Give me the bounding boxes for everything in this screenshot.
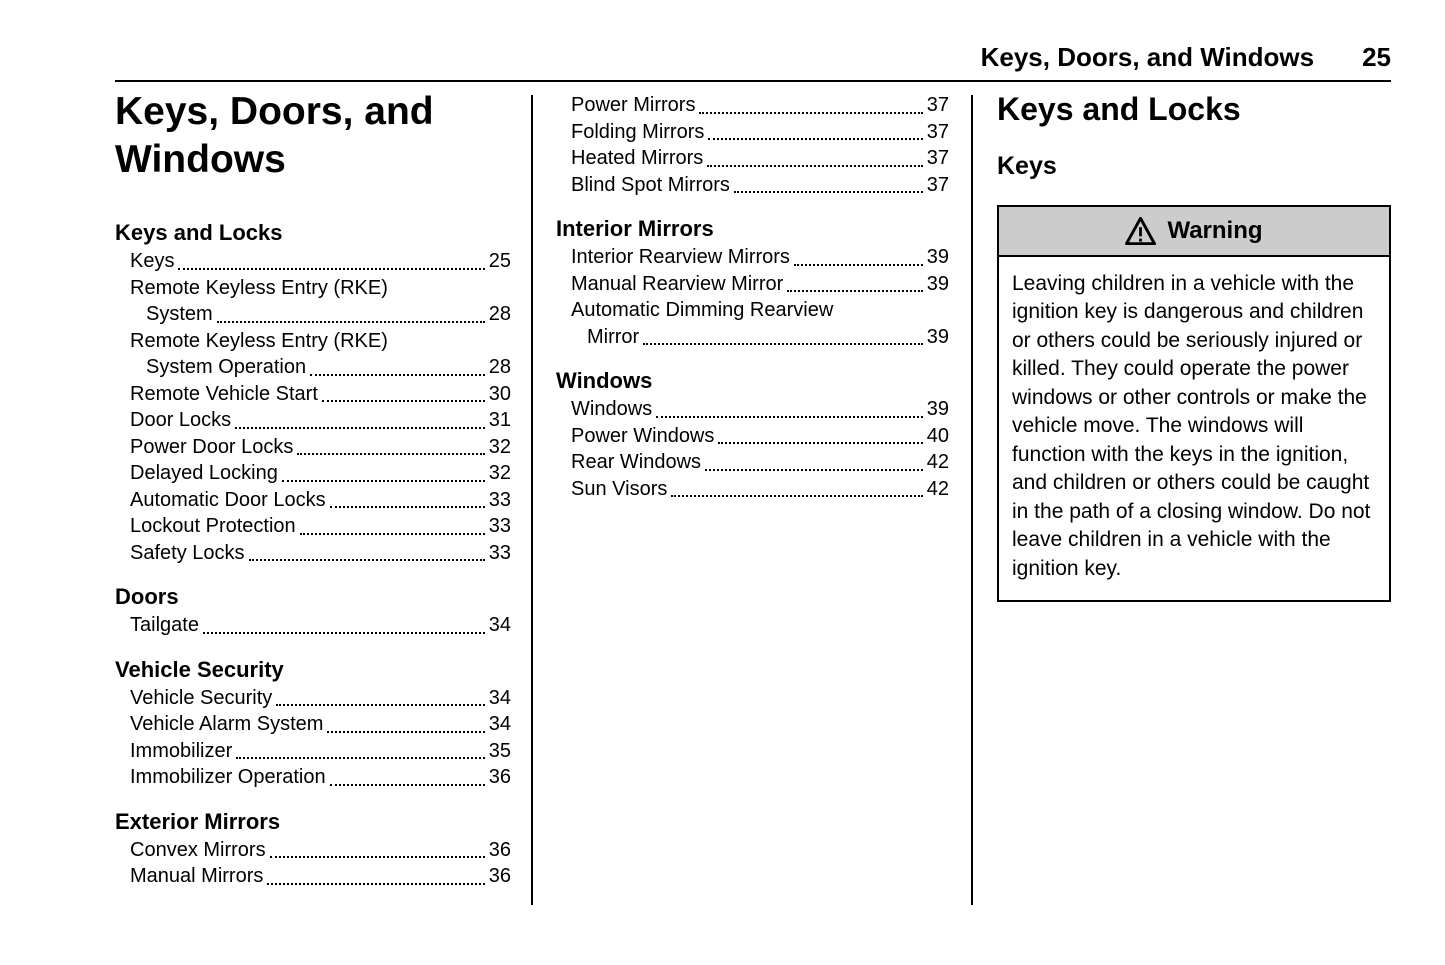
subsection-title: Keys xyxy=(997,152,1057,181)
toc-entry-line xyxy=(130,248,511,275)
running-header-title: Keys, Doors, and Windows xyxy=(980,42,1315,72)
toc-page-number: 32 xyxy=(488,435,511,458)
toc-entry xyxy=(556,449,949,476)
toc-page-number: 34 xyxy=(488,686,511,709)
toc-entry xyxy=(115,711,511,738)
toc-entry-label: Remote Keyless Entry (RKE) xyxy=(130,276,388,299)
toc-entry-line xyxy=(130,275,511,302)
dot-leader xyxy=(235,427,485,429)
toc-entry xyxy=(115,764,511,791)
toc-entry-line xyxy=(130,764,511,791)
toc-entry-label: Power Windows xyxy=(571,424,715,447)
toc-entry-label: Manual Mirrors xyxy=(130,865,264,888)
toc-entry-line xyxy=(130,487,511,514)
toc-entry-line xyxy=(130,354,511,381)
toc-entry-line xyxy=(571,92,949,119)
toc-entry-label: Interior Rearview Mirrors xyxy=(571,246,790,268)
toc-entry xyxy=(115,612,511,639)
dot-leader xyxy=(203,632,485,634)
toc-page-number: 39 xyxy=(926,272,949,295)
section-title: Keys and Locks xyxy=(997,91,1241,127)
toc-section-heading: Doors xyxy=(115,584,179,610)
toc-entry-label: Blind Spot Mirrors xyxy=(571,173,730,196)
toc-entry-label: Power Mirrors xyxy=(571,94,696,116)
running-header-page-number: 25 xyxy=(1362,42,1391,72)
toc-section-heading: Windows xyxy=(556,368,653,393)
toc-entry-label: Mirror xyxy=(587,325,640,348)
toc-entry-line xyxy=(130,381,511,408)
toc-page-number: 36 xyxy=(488,838,511,861)
toc-entry-label: Automatic Dimming Rearview xyxy=(571,299,834,321)
toc-page-number: 39 xyxy=(926,246,949,268)
toc-entry xyxy=(556,396,949,423)
toc-entry-label: Lockout Protection xyxy=(130,515,296,538)
toc-entry-line xyxy=(130,685,511,712)
toc-entry-label: Immobilizer Operation xyxy=(130,766,326,789)
toc-entry-label: Rear Windows xyxy=(571,451,702,473)
toc-entry xyxy=(115,434,511,461)
dot-leader xyxy=(330,784,485,786)
dot-leader xyxy=(794,264,923,266)
toc-entry-label: Remote Keyless Entry (RKE) xyxy=(130,329,388,352)
toc-entry-line xyxy=(130,540,511,567)
toc-page-number: 25 xyxy=(488,250,511,273)
dot-leader xyxy=(787,290,922,292)
toc-entry-line xyxy=(571,396,949,423)
toc-sections-middle xyxy=(556,92,949,502)
dot-leader xyxy=(236,757,485,759)
toc-entry-label: Sun Visors xyxy=(571,477,668,500)
toc-entry-label: Remote Vehicle Start xyxy=(130,382,318,405)
toc-entry xyxy=(115,837,511,864)
toc-entry-line xyxy=(571,423,949,450)
toc-entry xyxy=(115,460,511,487)
toc-page-number: 28 xyxy=(488,303,511,326)
toc-entry-line xyxy=(130,434,511,461)
toc-page-number: 34 xyxy=(488,713,511,736)
dot-leader xyxy=(699,112,922,114)
toc-entry xyxy=(115,513,511,540)
toc-entry-list xyxy=(556,244,949,350)
dot-leader xyxy=(671,495,922,497)
toc-entry-label: Tailgate xyxy=(130,614,199,637)
toc-entry-line xyxy=(571,119,949,146)
toc-entry-line xyxy=(571,172,949,199)
toc-page-number: 30 xyxy=(488,382,511,405)
warning-triangle-icon xyxy=(1125,217,1156,245)
dot-leader xyxy=(282,480,485,482)
toc-page-number: 37 xyxy=(926,120,949,143)
warning-body-text: Leaving children in a vehicle with the ignition key is dangerous and children or others could be seriously injured or killed. They could operate the power windows or other controls or make the vehicle move. The windows will function with the keys in the ignition, and children or others could be caught in the path of a closing window. Do not leave children in a vehicle with the ignition key. xyxy=(1012,271,1371,580)
toc-page-number: 33 xyxy=(488,541,511,564)
dot-leader xyxy=(267,883,484,885)
toc-entry-label: Manual Rearview Mirror xyxy=(571,272,784,295)
toc-entry xyxy=(115,275,511,328)
toc-entry-label: System xyxy=(146,303,213,326)
toc-entry-line xyxy=(130,328,511,355)
toc-entry-list xyxy=(115,612,511,639)
dot-leader xyxy=(276,704,484,706)
header-rule xyxy=(115,80,1391,82)
dot-leader xyxy=(718,442,922,444)
toc-entry-line xyxy=(571,145,949,172)
toc-entry-line xyxy=(130,460,511,487)
dot-leader xyxy=(310,374,485,376)
toc-entry-list xyxy=(556,396,949,502)
toc-page-number: 33 xyxy=(488,488,511,511)
toc-entry xyxy=(115,381,511,408)
toc-entry xyxy=(556,271,949,298)
toc-entry-list xyxy=(556,92,949,198)
toc-entry-label: Windows xyxy=(571,398,653,420)
toc-entry xyxy=(115,863,511,890)
toc-entry-line xyxy=(571,297,949,324)
toc-entry xyxy=(556,476,949,503)
toc-page-number: 33 xyxy=(488,515,511,538)
toc-page-number: 39 xyxy=(926,325,949,348)
toc-entry xyxy=(556,423,949,450)
toc-entry-label: Safety Locks xyxy=(130,541,245,564)
toc-entry xyxy=(115,328,511,381)
dot-leader xyxy=(734,191,923,193)
page-header xyxy=(115,42,1391,73)
toc-page-number: 42 xyxy=(926,451,949,473)
toc-entry xyxy=(556,244,949,271)
dot-leader xyxy=(705,469,923,471)
toc-entry-label: Automatic Door Locks xyxy=(130,488,326,511)
dot-leader xyxy=(300,533,485,535)
toc-section-heading: Exterior Mirrors xyxy=(115,808,281,834)
warning-box xyxy=(997,205,1391,603)
toc-entry xyxy=(115,685,511,712)
dot-leader xyxy=(249,559,485,561)
toc-entry xyxy=(556,92,949,119)
toc-entry-list xyxy=(115,837,511,890)
toc-entry xyxy=(556,145,949,172)
toc-entry xyxy=(115,248,511,275)
toc-entry-label: Vehicle Security xyxy=(130,686,273,709)
toc-entry xyxy=(556,297,949,350)
toc-entry-line xyxy=(130,612,511,639)
toc-column-2 xyxy=(556,92,949,502)
toc-entry xyxy=(115,407,511,434)
toc-entry-label: Heated Mirrors xyxy=(571,147,704,169)
toc-entry-line xyxy=(130,513,511,540)
toc-entry-line xyxy=(571,271,949,298)
dot-leader xyxy=(707,165,922,167)
dot-leader xyxy=(270,856,485,858)
toc-section-heading: Keys and Locks xyxy=(115,220,283,246)
toc-page-number: 40 xyxy=(926,424,949,447)
toc-page-number: 35 xyxy=(488,739,511,762)
toc-entry-line xyxy=(130,301,511,328)
toc-entry xyxy=(115,738,511,765)
toc-entry-label: Delayed Locking xyxy=(130,462,278,485)
toc-entry xyxy=(115,540,511,567)
toc-page-number: 42 xyxy=(926,477,949,500)
toc-entry-label: Power Door Locks xyxy=(130,435,294,458)
dot-leader xyxy=(297,453,484,455)
toc-entry xyxy=(115,487,511,514)
toc-section-heading: Vehicle Security xyxy=(115,656,284,682)
chapter-title: Keys, Doors, and Windows xyxy=(115,90,434,181)
dot-leader xyxy=(322,400,485,402)
toc-sections-left xyxy=(115,219,511,890)
toc-entry-label: Convex Mirrors xyxy=(130,838,266,861)
toc-section-heading: Interior Mirrors xyxy=(556,216,714,241)
toc-entry-line xyxy=(130,837,511,864)
toc-entry-line xyxy=(130,407,511,434)
toc-entry-label: Vehicle Alarm System xyxy=(130,713,324,736)
toc-entry-line xyxy=(571,449,949,476)
toc-entry-label: Keys xyxy=(130,250,175,273)
toc-page-number: 28 xyxy=(488,356,511,379)
toc-entry-label: Door Locks xyxy=(130,409,232,432)
dot-leader xyxy=(217,321,485,323)
toc-column-1 xyxy=(115,88,511,890)
content-column xyxy=(997,92,1391,602)
column-divider xyxy=(971,95,973,905)
toc-entry-line xyxy=(571,244,949,271)
dot-leader xyxy=(643,343,923,345)
toc-page-number: 39 xyxy=(926,398,949,420)
toc-entry xyxy=(556,119,949,146)
column-divider xyxy=(531,95,533,905)
toc-page-number: 37 xyxy=(926,94,949,116)
dot-leader xyxy=(708,138,922,140)
toc-entry-list xyxy=(115,685,511,791)
dot-leader xyxy=(178,268,484,270)
toc-entry-line xyxy=(130,738,511,765)
toc-page-number: 34 xyxy=(488,614,511,637)
toc-page-number: 31 xyxy=(488,409,511,432)
toc-entry-line xyxy=(571,324,949,351)
toc-entry-line xyxy=(130,711,511,738)
toc-entry xyxy=(556,172,949,199)
toc-entry-label: System Operation xyxy=(146,356,307,379)
toc-entry-label: Folding Mirrors xyxy=(571,120,705,143)
warning-header xyxy=(999,207,1389,257)
dot-leader xyxy=(327,731,484,733)
toc-page-number: 37 xyxy=(926,147,949,169)
toc-page-number: 37 xyxy=(926,173,949,196)
toc-entry-label: Immobilizer xyxy=(130,739,233,762)
toc-page-number: 36 xyxy=(488,766,511,789)
toc-entry-list xyxy=(115,248,511,566)
toc-page-number: 32 xyxy=(488,462,511,485)
warning-label: Warning xyxy=(1167,216,1263,244)
toc-entry-line xyxy=(571,476,949,503)
dot-leader xyxy=(330,506,485,508)
toc-page-number: 36 xyxy=(488,865,511,888)
toc-entry-line xyxy=(130,863,511,890)
dot-leader xyxy=(656,416,923,418)
